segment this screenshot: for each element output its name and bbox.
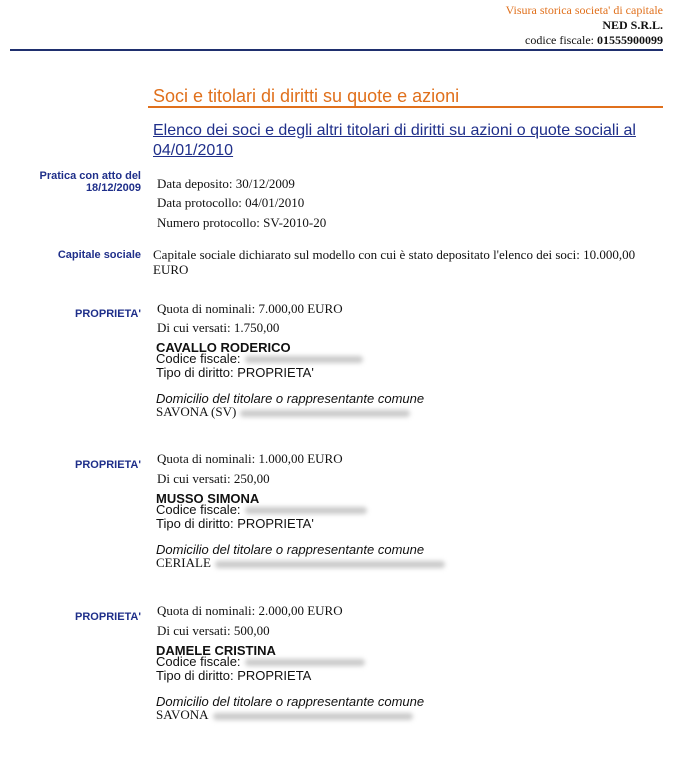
redacted-value bbox=[213, 713, 413, 720]
owner-1-cf bbox=[156, 352, 363, 366]
owner-3-cf bbox=[156, 655, 365, 669]
redacted-value bbox=[245, 356, 363, 363]
protocol-date: Data protocollo: 04/01/2010 bbox=[157, 195, 305, 210]
owner-2-right-prefix: Tipo di diritto: bbox=[156, 516, 234, 531]
owner-1-name: CAVALLO RODERICO bbox=[156, 340, 291, 355]
fiscal-code-line bbox=[506, 33, 663, 48]
owner-2-domicile bbox=[156, 555, 445, 570]
owner-2-domicile-label: Domicilio del titolare o rappresentante comune bbox=[156, 542, 425, 557]
owner-1-label: PROPRIETA' bbox=[75, 308, 141, 320]
owner-1-right-value: PROPRIETA' bbox=[237, 365, 314, 380]
owner-2-right-value: PROPRIETA' bbox=[237, 516, 314, 531]
owner-1-domicile bbox=[156, 404, 410, 419]
owner-2-name: MUSSO SIMONA bbox=[156, 491, 260, 506]
owner-3-domicile bbox=[156, 707, 413, 722]
fiscal-code-value: 01555900099 bbox=[597, 33, 663, 47]
company-name: NED S.R.L. bbox=[602, 18, 663, 32]
owner-2-cf-label: Codice fiscale: bbox=[156, 502, 241, 517]
page-header bbox=[506, 3, 663, 48]
owner-3-versati: Di cui versati: 500,00 bbox=[157, 623, 270, 638]
pratica-label-line1: Pratica con atto del bbox=[39, 170, 141, 182]
owner-3-name: DAMELE CRISTINA bbox=[156, 643, 276, 658]
section-subtitle-link[interactable]: Elenco dei soci e degli altri titolari di diritti su azioni o quote sociali al 04/01/2010 bbox=[153, 122, 636, 159]
owner-3-right bbox=[156, 669, 311, 683]
owner-2-cf bbox=[156, 503, 367, 517]
redacted-value bbox=[245, 659, 365, 666]
owner-2-city: CERIALE bbox=[156, 555, 211, 570]
owner-2-versati: Di cui versati: 250,00 bbox=[157, 471, 270, 486]
owner-1-right bbox=[156, 366, 314, 380]
capitale-text: Capitale sociale dichiarato sul modello con cui è stato depositato l'elenco dei soci: 10.000,00 EURO bbox=[153, 247, 636, 277]
capitale-label: Capitale sociale bbox=[57, 249, 141, 261]
owner-3-right-prefix: Tipo di diritto: bbox=[156, 668, 234, 683]
owner-1-right-prefix: Tipo di diritto: bbox=[156, 365, 234, 380]
owner-2-label: PROPRIETA' bbox=[75, 459, 141, 471]
document-type: Visura storica societa' di capitale bbox=[505, 3, 663, 17]
section-title: Soci e titolari di diritti su quote e azioni bbox=[153, 86, 460, 106]
fiscal-code-label: codice fiscale: bbox=[525, 33, 594, 47]
protocol-number: Numero protocollo: SV-2010-20 bbox=[157, 215, 327, 230]
owner-3-cf-label: Codice fiscale: bbox=[156, 654, 241, 669]
owner-1-domicile-label: Domicilio del titolare o rappresentante comune bbox=[156, 391, 425, 406]
redacted-value bbox=[240, 410, 410, 417]
owner-1-versati: Di cui versati: 1.750,00 bbox=[157, 320, 280, 335]
owner-3-domicile-label: Domicilio del titolare o rappresentante comune bbox=[156, 694, 425, 709]
owner-1-quota: Quota di nominali: 7.000,00 EURO bbox=[157, 301, 343, 316]
section-divider bbox=[148, 106, 663, 108]
owner-2-quota: Quota di nominali: 1.000,00 EURO bbox=[157, 451, 343, 466]
owner-3-label: PROPRIETA' bbox=[75, 611, 141, 623]
redacted-value bbox=[215, 561, 445, 568]
pratica-label-line2: 18/12/2009 bbox=[85, 182, 141, 194]
owner-3-right-value: PROPRIETA bbox=[237, 668, 312, 683]
owner-3-city: SAVONA bbox=[156, 707, 209, 722]
pratica-label bbox=[40, 170, 141, 194]
owner-2-right bbox=[156, 517, 314, 531]
deposit-date: Data deposito: 30/12/2009 bbox=[157, 176, 295, 191]
owner-1-cf-label: Codice fiscale: bbox=[156, 351, 241, 366]
owner-1-city: SAVONA (SV) bbox=[156, 404, 237, 419]
header-divider bbox=[10, 49, 663, 51]
redacted-value bbox=[245, 507, 367, 514]
owner-3-quota: Quota di nominali: 2.000,00 EURO bbox=[157, 603, 343, 618]
